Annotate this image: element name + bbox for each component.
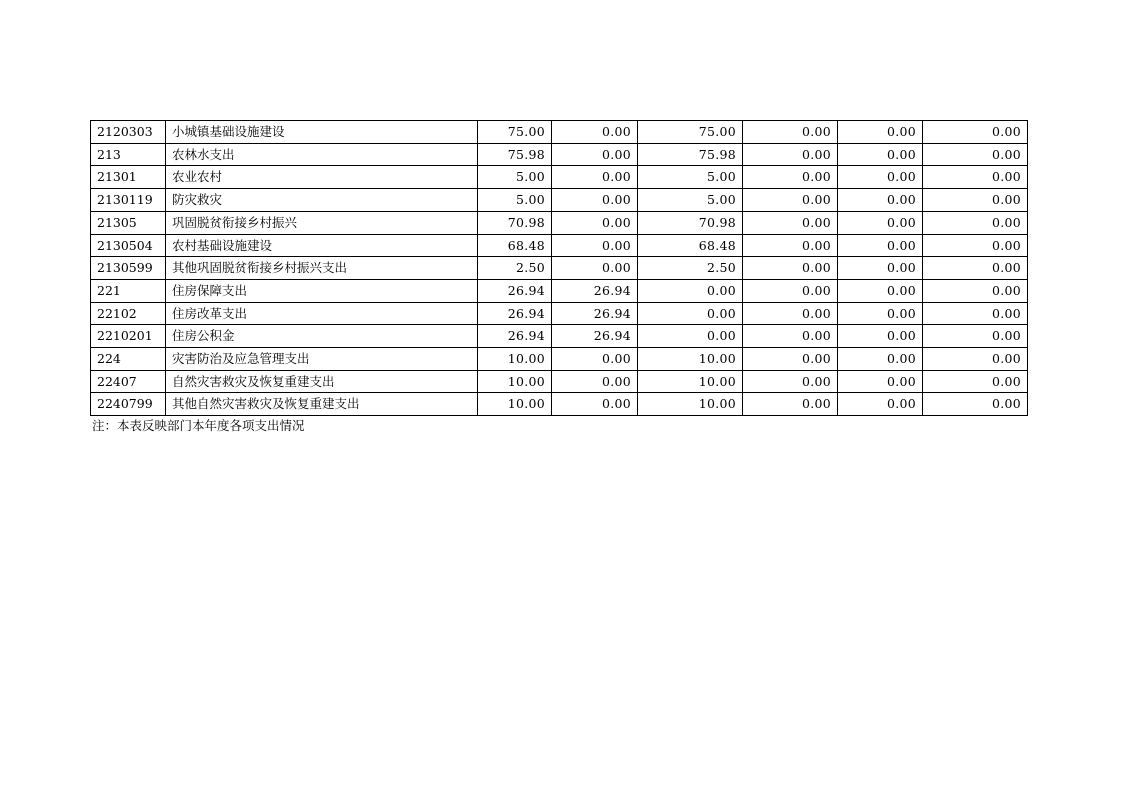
table-row (91, 302, 1028, 325)
cell-subject-code: 2120303 (91, 121, 166, 144)
cell-amount-v5: 0.00 (838, 121, 923, 144)
cell-amount-v1: 26.94 (478, 302, 552, 325)
cell-subject-name: 农村基础设施建设 (166, 234, 478, 257)
cell-amount-v6: 0.00 (923, 302, 1028, 325)
cell-amount-v6: 0.00 (923, 143, 1028, 166)
cell-amount-v1: 5.00 (478, 189, 552, 212)
cell-amount-v3: 10.00 (638, 393, 743, 416)
cell-amount-v4: 0.00 (743, 211, 838, 234)
cell-amount-v4: 0.00 (743, 257, 838, 280)
cell-subject-code: 21305 (91, 211, 166, 234)
cell-amount-v1: 10.00 (478, 370, 552, 393)
cell-amount-v3: 2.50 (638, 257, 743, 280)
cell-subject-code: 2130119 (91, 189, 166, 212)
table-row (91, 234, 1028, 257)
cell-subject-name: 其他巩固脱贫衔接乡村振兴支出 (166, 257, 478, 280)
cell-amount-v5: 0.00 (838, 325, 923, 348)
cell-subject-code: 22407 (91, 370, 166, 393)
table-row (91, 189, 1028, 212)
table-row (91, 166, 1028, 189)
cell-amount-v4: 0.00 (743, 166, 838, 189)
table-row (91, 121, 1028, 144)
cell-amount-v3: 10.00 (638, 370, 743, 393)
cell-amount-v3: 5.00 (638, 189, 743, 212)
cell-amount-v4: 0.00 (743, 279, 838, 302)
cell-amount-v2: 0.00 (552, 257, 638, 280)
table-row (91, 393, 1028, 416)
cell-amount-v3: 0.00 (638, 302, 743, 325)
cell-amount-v5: 0.00 (838, 370, 923, 393)
cell-subject-name: 农林水支出 (166, 143, 478, 166)
cell-amount-v1: 26.94 (478, 325, 552, 348)
cell-subject-code: 2130504 (91, 234, 166, 257)
table-row (91, 325, 1028, 348)
table-row (91, 257, 1028, 280)
cell-amount-v6: 0.00 (923, 279, 1028, 302)
cell-amount-v6: 0.00 (923, 348, 1028, 371)
cell-amount-v2: 0.00 (552, 393, 638, 416)
cell-subject-name: 小城镇基础设施建设 (166, 121, 478, 144)
cell-subject-name: 自然灾害救灾及恢复重建支出 (166, 370, 478, 393)
cell-amount-v2: 26.94 (552, 325, 638, 348)
cell-subject-code: 2210201 (91, 325, 166, 348)
cell-amount-v5: 0.00 (838, 234, 923, 257)
cell-amount-v1: 10.00 (478, 348, 552, 371)
cell-amount-v2: 26.94 (552, 279, 638, 302)
cell-amount-v3: 75.98 (638, 143, 743, 166)
cell-amount-v6: 0.00 (923, 166, 1028, 189)
cell-amount-v4: 0.00 (743, 121, 838, 144)
cell-amount-v1: 75.00 (478, 121, 552, 144)
cell-amount-v5: 0.00 (838, 279, 923, 302)
table-row (91, 370, 1028, 393)
cell-amount-v5: 0.00 (838, 257, 923, 280)
cell-amount-v2: 0.00 (552, 348, 638, 371)
cell-amount-v2: 0.00 (552, 211, 638, 234)
table-row (91, 348, 1028, 371)
table-row (91, 211, 1028, 234)
cell-amount-v4: 0.00 (743, 325, 838, 348)
cell-amount-v1: 70.98 (478, 211, 552, 234)
cell-amount-v6: 0.00 (923, 370, 1028, 393)
table-row (91, 143, 1028, 166)
cell-subject-name: 巩固脱贫衔接乡村振兴 (166, 211, 478, 234)
cell-amount-v5: 0.00 (838, 143, 923, 166)
cell-subject-code: 2130599 (91, 257, 166, 280)
cell-amount-v6: 0.00 (923, 189, 1028, 212)
cell-amount-v4: 0.00 (743, 302, 838, 325)
cell-subject-code: 21301 (91, 166, 166, 189)
cell-subject-name: 其他自然灾害救灾及恢复重建支出 (166, 393, 478, 416)
cell-amount-v1: 10.00 (478, 393, 552, 416)
cell-subject-code: 2240799 (91, 393, 166, 416)
cell-amount-v5: 0.00 (838, 166, 923, 189)
cell-amount-v6: 0.00 (923, 121, 1028, 144)
table-row (91, 279, 1028, 302)
cell-amount-v5: 0.00 (838, 189, 923, 212)
cell-subject-code: 22102 (91, 302, 166, 325)
cell-amount-v3: 75.00 (638, 121, 743, 144)
cell-amount-v1: 5.00 (478, 166, 552, 189)
cell-amount-v1: 2.50 (478, 257, 552, 280)
cell-amount-v6: 0.00 (923, 325, 1028, 348)
cell-subject-code: 213 (91, 143, 166, 166)
cell-amount-v6: 0.00 (923, 393, 1028, 416)
cell-subject-name: 住房公积金 (166, 325, 478, 348)
cell-amount-v4: 0.00 (743, 348, 838, 371)
cell-amount-v3: 0.00 (638, 325, 743, 348)
cell-amount-v4: 0.00 (743, 234, 838, 257)
cell-amount-v4: 0.00 (743, 370, 838, 393)
cell-subject-name: 农业农村 (166, 166, 478, 189)
cell-subject-code: 221 (91, 279, 166, 302)
cell-amount-v3: 5.00 (638, 166, 743, 189)
cell-amount-v3: 70.98 (638, 211, 743, 234)
cell-amount-v5: 0.00 (838, 302, 923, 325)
cell-amount-v5: 0.00 (838, 393, 923, 416)
cell-amount-v4: 0.00 (743, 189, 838, 212)
cell-subject-name: 住房保障支出 (166, 279, 478, 302)
cell-amount-v2: 0.00 (552, 370, 638, 393)
cell-amount-v2: 0.00 (552, 234, 638, 257)
cell-amount-v3: 68.48 (638, 234, 743, 257)
cell-amount-v6: 0.00 (923, 257, 1028, 280)
table-footnote: 注：本表反映部门本年度各项支出情况 (92, 418, 305, 433)
cell-amount-v2: 0.00 (552, 143, 638, 166)
table-body (91, 121, 1028, 416)
cell-amount-v5: 0.00 (838, 348, 923, 371)
cell-amount-v1: 26.94 (478, 279, 552, 302)
cell-amount-v2: 0.00 (552, 166, 638, 189)
cell-amount-v3: 0.00 (638, 279, 743, 302)
cell-amount-v5: 0.00 (838, 211, 923, 234)
cell-amount-v1: 75.98 (478, 143, 552, 166)
cell-amount-v2: 26.94 (552, 302, 638, 325)
cell-amount-v2: 0.00 (552, 189, 638, 212)
cell-amount-v1: 68.48 (478, 234, 552, 257)
cell-subject-name: 住房改革支出 (166, 302, 478, 325)
expenditure-table-container (90, 120, 1028, 416)
cell-amount-v2: 0.00 (552, 121, 638, 144)
cell-amount-v4: 0.00 (743, 143, 838, 166)
cell-subject-name: 防灾救灾 (166, 189, 478, 212)
cell-amount-v6: 0.00 (923, 234, 1028, 257)
cell-subject-name: 灾害防治及应急管理支出 (166, 348, 478, 371)
cell-amount-v4: 0.00 (743, 393, 838, 416)
cell-subject-code: 224 (91, 348, 166, 371)
expenditure-table (90, 120, 1028, 416)
cell-amount-v3: 10.00 (638, 348, 743, 371)
cell-amount-v6: 0.00 (923, 211, 1028, 234)
